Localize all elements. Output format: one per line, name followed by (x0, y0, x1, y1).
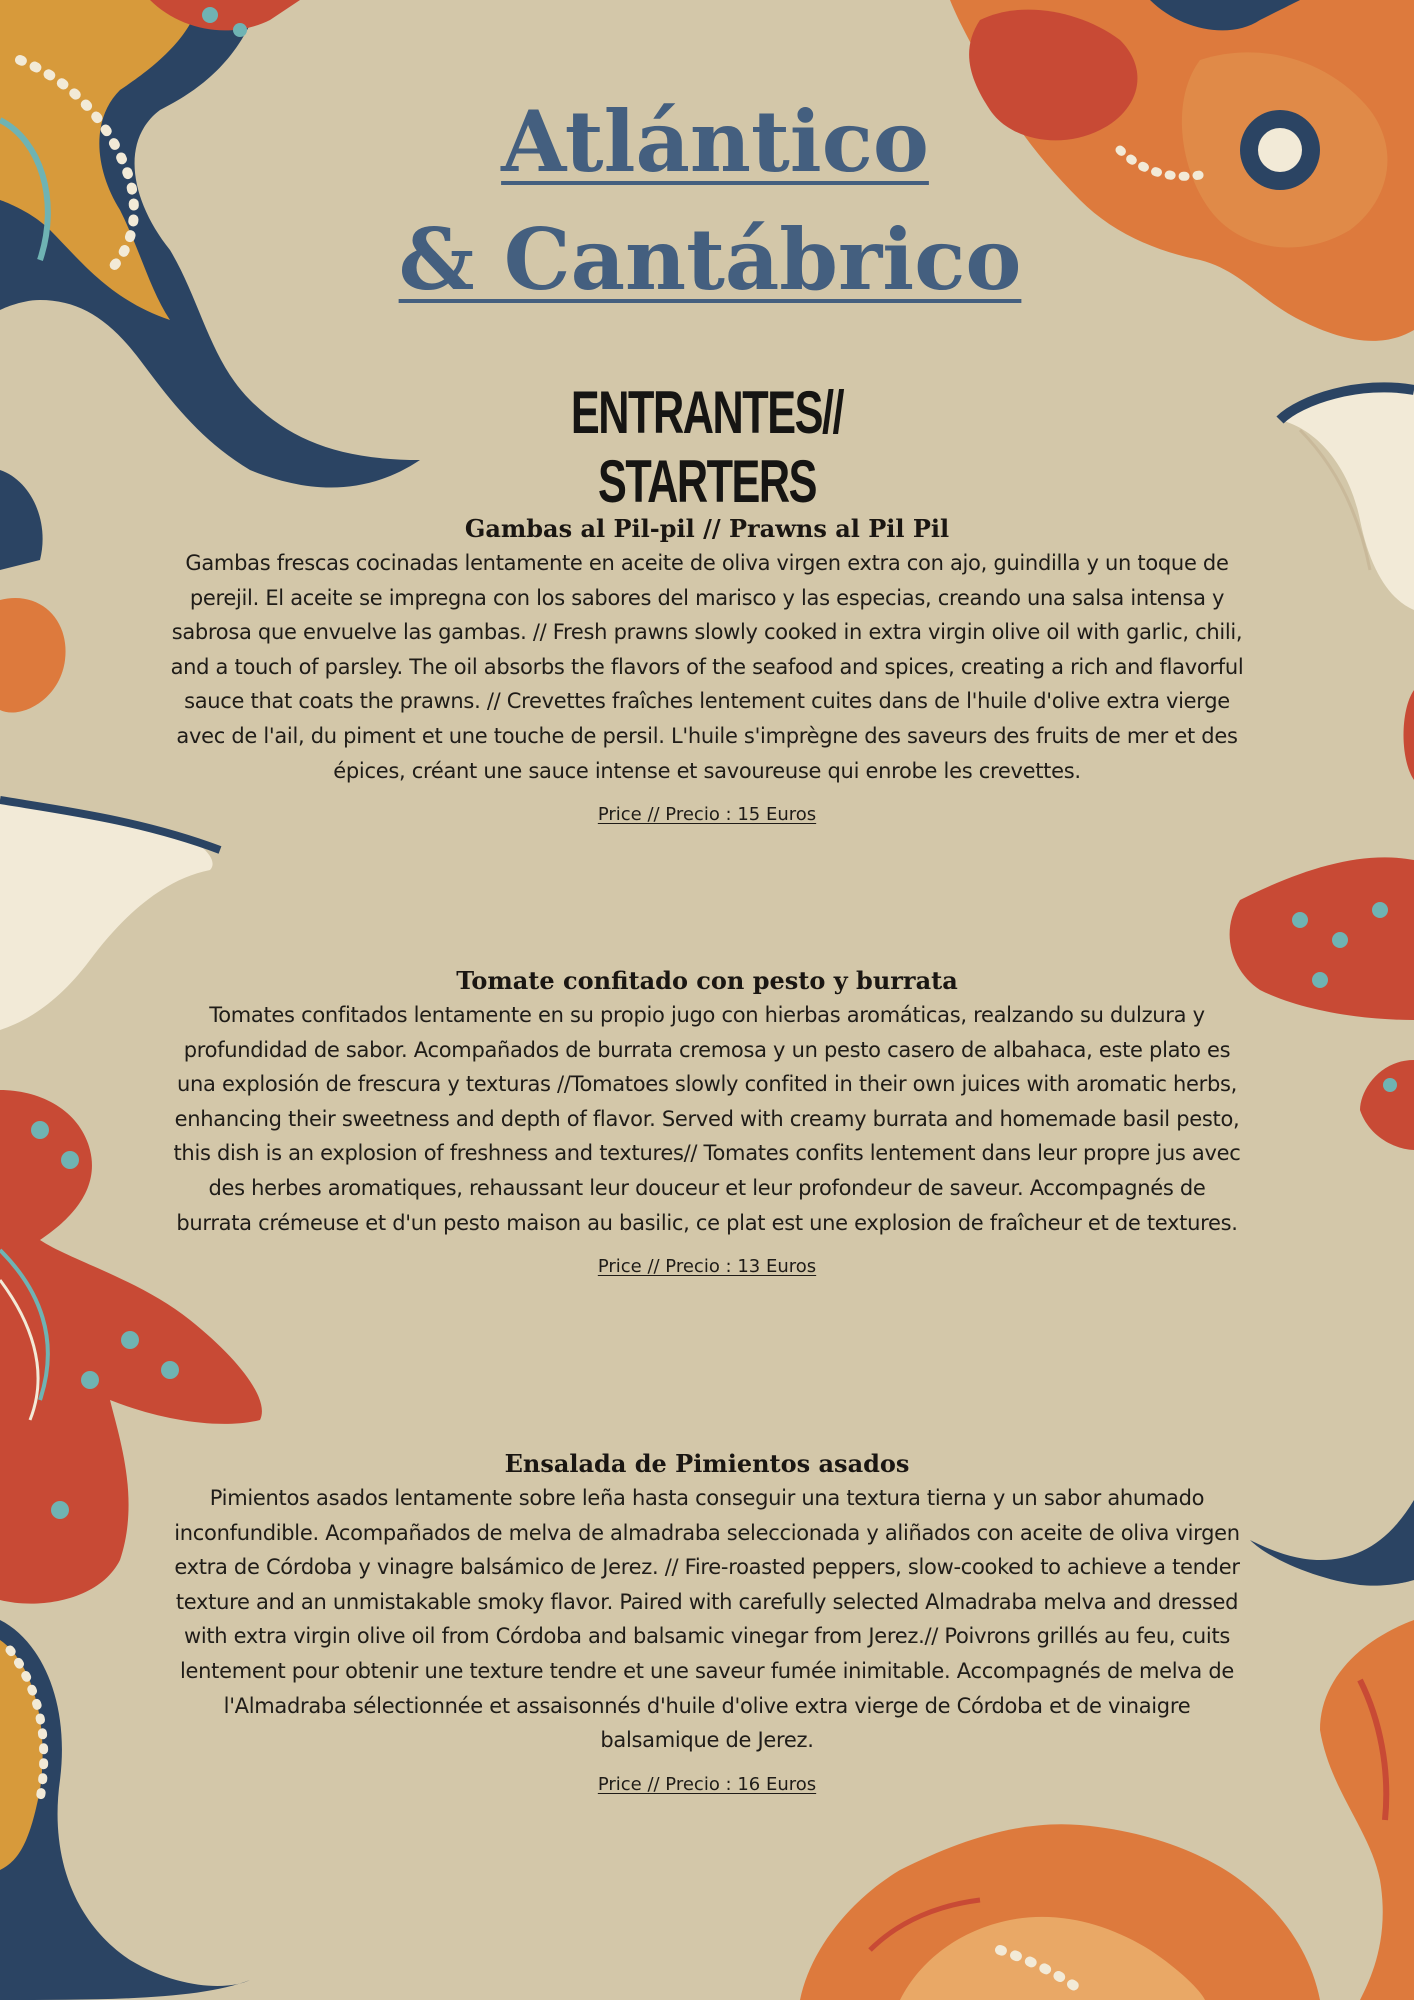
dish-name: Gambas al Pil-pil // Prawns al Pil Pil (464, 514, 950, 543)
dish-ensalada (170, 1447, 1244, 1795)
dish-price: Price // Precio : 16 Euros (597, 1773, 817, 1795)
dish-name: Tomate confitado con pesto y burrata (456, 966, 958, 995)
dish-description: Tomates confitados lentamente en su propio jugo con hierbas aromáticas, realzando su dulzura y profundidad de sabor. Acompañados de burrata cremosa y un pesto casero de albahaca, este plato es una explosión de frescura y texturas //Tomatoes slowly confited in their own juices with aromatic herbs, enhancing their sweetness and depth of flavor. Served with creamy burrata and homemade basil pesto, this dish is an explosion of freshness and textures// Tomates confits lentement dans leur propre jus avec des herbes aromatiques, rehaussant leur douceur et leur profondeur de saveur. Accompagnés de burrata crémeuse et d'un pesto maison au basilic, ce plat est une explosion de fraîcheur et de textures. (173, 1003, 1241, 1235)
dish-description: Gambas frescas cocinadas lentamente en aceite de oliva virgen extra con ajo, guindilla y un toque de perejil. El aceite se impregna con los sabores del marisco y las especias, creando una salsa intensa y sabrosa que envuelve las gambas. // Fresh prawns slowly cooked in extra virgin olive oil with garlic, chili, and a touch of parsley. The oil absorbs the flavors of the seafood and spices, creating a rich and flavorful sauce that coats the prawns. // Crevettes fraîches lentement cuites dans de l'huile d'olive extra vierge avec de l'ail, du piment et une touche de persil. L'huile s'imprègne des saveurs des fruits de mer et des épices, créant une sauce intense et savoureuse qui enrobe les crevettes. (170, 551, 1244, 783)
section-heading-starters: ENTRANTES// STARTERS (570, 379, 844, 515)
dish-description: Pimientos asados lentamente sobre leña hasta conseguir una textura tierna y un sabor ahumado inconfundible. Acompañados de melva de almadraba seleccionada y aliñados con aceite de oliva virgen extra de Córdoba y vinagre balsámico de Jerez. // Fire-roasted peppers, slow-cooked to achieve a tender texture and an unmistakable smoky flavor. Paired with carefully selected Almadraba melva and dressed with extra virgin olive oil from Córdoba and balsamic vinegar from Jerez.// Poivrons grillés au feu, cuits lentement pour obtenir une texture tendre et une saveur fumée inimitable. Accompagnés de melva de l'Almadraba sélectionnée et assaisonnés d'huile d'olive extra vierge de Córdoba et de vinaigre balsamique de Jerez. (174, 1486, 1240, 1753)
restaurant-title-line1: Atlántico (501, 92, 929, 191)
dish-price: Price // Precio : 15 Euros (597, 804, 817, 826)
restaurant-title-line2: & Cantábrico (398, 210, 1022, 309)
dish-price: Price // Precio : 13 Euros (597, 1256, 817, 1278)
dish-name: Ensalada de Pimientos asados (504, 1449, 910, 1478)
dish-tomate (170, 964, 1244, 1277)
dish-gambas (170, 512, 1244, 825)
